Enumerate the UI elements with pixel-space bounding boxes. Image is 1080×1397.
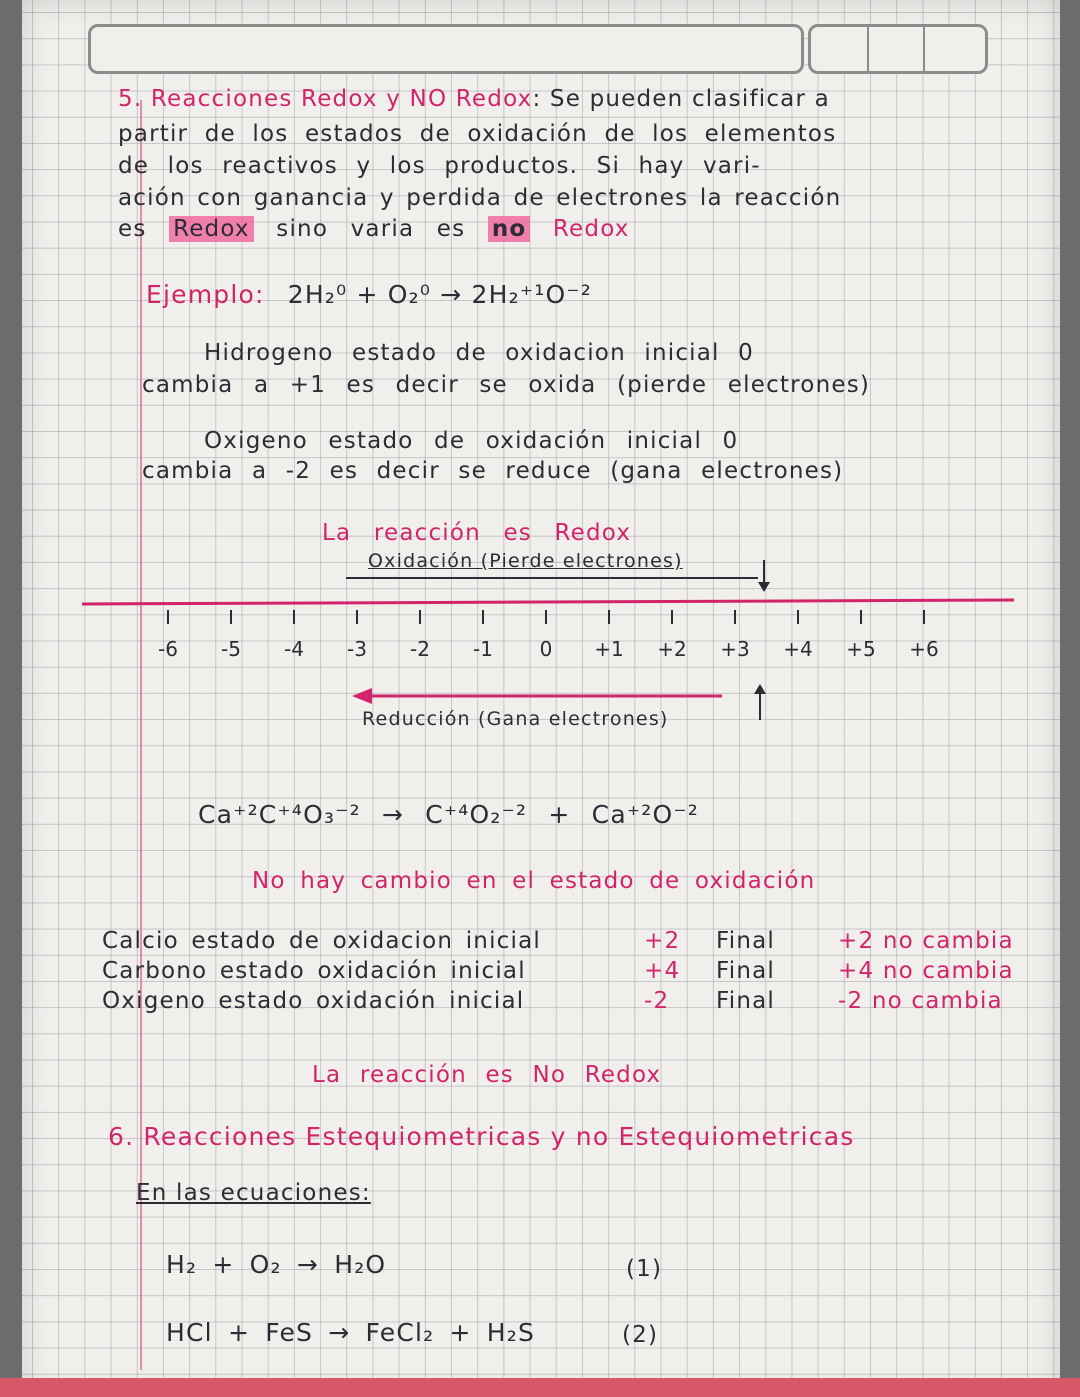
section6-heading: [108, 1122, 855, 1151]
row-element: Calcio estado de oxidacion inicial: [102, 928, 541, 954]
oxidation-label: Oxidación (Pierde electrones): [368, 550, 683, 572]
tick-group: [158, 610, 939, 661]
section6-title: Reacciones Estequiometricas y no Estequiometricas: [143, 1122, 855, 1151]
row-final-label: Final: [716, 988, 776, 1014]
oxygen-line2: cambia a -2 es decir se reduce (gana electrones): [142, 458, 844, 484]
section5-intro-line4: ación con ganancia y perdida de electrones la reacción: [118, 185, 842, 211]
row-initial: -2: [644, 988, 670, 1014]
row-final: +4 no cambia: [838, 958, 1014, 984]
header-title-box: [88, 24, 804, 74]
up-arrowhead: [754, 684, 766, 694]
section5-intro-line1: : Se pueden clasificar a: [532, 86, 830, 112]
tick-label: +6: [909, 637, 939, 661]
header-date-box: [808, 24, 988, 74]
bottom-strip: [0, 1378, 1080, 1397]
example2-equation: Ca⁺²C⁺⁴O₃⁻² → C⁺⁴O₂⁻² + Ca⁺²O⁻²: [198, 800, 699, 829]
oxygen-line1: Oxigeno estado de oxidación inicial 0: [204, 428, 739, 454]
equation-1-tag: (1): [626, 1256, 663, 1282]
notebook-page: [22, 0, 1060, 1397]
equation-2-tag: (2): [622, 1322, 659, 1348]
section5-intro-line5: [118, 216, 630, 242]
reduction-label: Reducción (Gana electrones): [362, 708, 669, 730]
tick-label: -3: [347, 637, 367, 661]
equation-2: HCl + FeS → FeCl₂ + H₂S: [166, 1318, 536, 1347]
no-redox-conclusion: La reacción es No Redox: [312, 1062, 662, 1088]
row-initial: +4: [644, 958, 681, 984]
hydrogen-line2: cambia a +1 es decir se oxida (pierde electrones): [142, 372, 871, 398]
tick-label: +4: [783, 637, 813, 661]
section6-intro: En las ecuaciones:: [136, 1180, 371, 1206]
section6-number: 6.: [108, 1122, 135, 1151]
row-element: Carbono estado oxidación inicial: [102, 958, 526, 984]
tick-label: -6: [158, 637, 178, 661]
bottom-arrowhead: [352, 688, 372, 704]
section5-intro-line2: partir de los estados de oxidación de los elementos: [118, 121, 837, 147]
line5-end: Redox: [552, 216, 630, 242]
oxidation-row: [102, 988, 1046, 1018]
axis-line: [82, 600, 1014, 604]
redox-highlight: Redox: [169, 216, 254, 242]
number-line: [22, 560, 1060, 730]
row-final: +2 no cambia: [838, 928, 1014, 954]
row-final: -2 no cambia: [838, 988, 1003, 1014]
section5-title: Reacciones Redox y NO Redox: [150, 86, 533, 112]
tick-label: -2: [410, 637, 430, 661]
tick-label: -1: [473, 637, 493, 661]
tick-label: +1: [594, 637, 624, 661]
equation-1: H₂ + O₂ → H₂O: [166, 1250, 387, 1279]
line5-mid: sino varia es: [276, 216, 466, 242]
oxidation-table: [102, 928, 1046, 1018]
section5-intro-line3: de los reactivos y los productos. Si hay vari-: [118, 153, 761, 179]
tick-label: -5: [221, 637, 241, 661]
tick-label: 0: [539, 637, 553, 661]
example-label: Ejemplo:: [146, 280, 265, 309]
tick-label: +3: [720, 637, 750, 661]
row-final-label: Final: [716, 958, 776, 984]
tick-label: +2: [657, 637, 687, 661]
row-initial: +2: [644, 928, 681, 954]
down-arrowhead: [758, 582, 770, 592]
example1-line: [146, 280, 592, 309]
hydrogen-line1: Hidrogeno estado de oxidacion inicial 0: [204, 340, 754, 366]
example1-equation: 2H₂⁰ + O₂⁰ → 2H₂⁺¹O⁻²: [287, 280, 592, 309]
oxidation-row: [102, 928, 1046, 958]
section5-number: 5.: [118, 86, 143, 112]
row-element: Oxigeno estado oxidación inicial: [102, 988, 525, 1014]
line5-prefix: es: [118, 216, 147, 242]
redox-conclusion: La reacción es Redox: [322, 520, 632, 546]
no-change-statement: No hay cambio en el estado de oxidación: [252, 868, 816, 894]
section5-heading: [118, 86, 830, 112]
row-final-label: Final: [716, 928, 776, 954]
oxidation-row: [102, 958, 1046, 988]
tick-label: -4: [284, 637, 304, 661]
no-highlight: no: [488, 216, 531, 242]
tick-label: +5: [846, 637, 876, 661]
